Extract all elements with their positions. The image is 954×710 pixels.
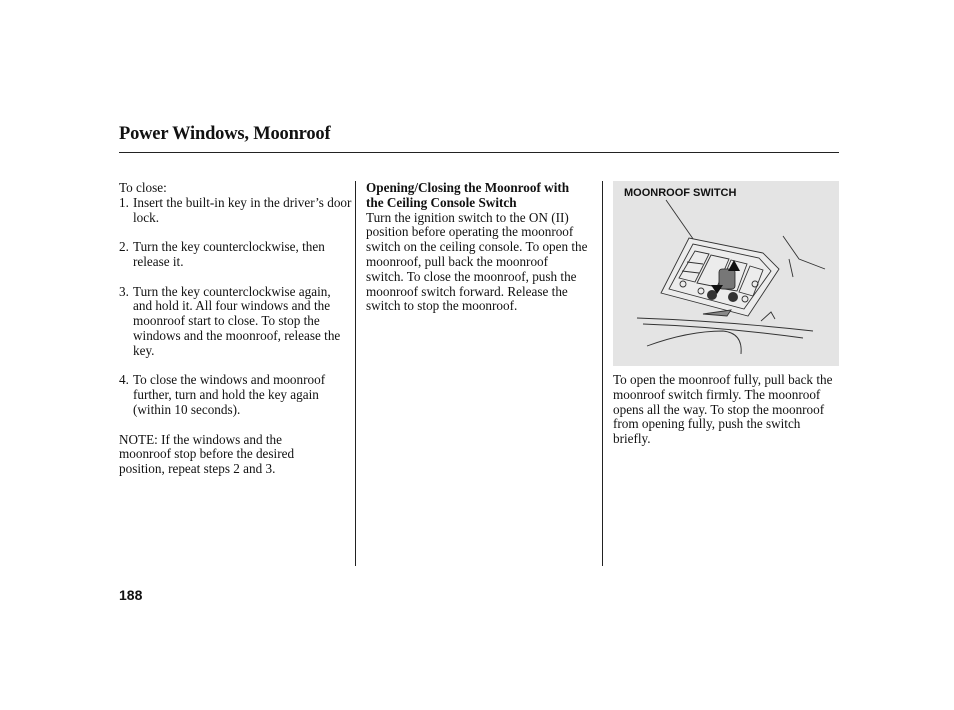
title-rule [119, 152, 839, 153]
moonroof-switch-figure [613, 181, 839, 366]
step-3 [119, 285, 353, 359]
ceiling-console-illustration [613, 181, 839, 366]
step-text: Insert the built-in key in the driver’s door lock. [133, 194, 352, 225]
column-divider [602, 181, 603, 566]
column-divider [355, 181, 356, 566]
step-4 [119, 373, 353, 417]
step-number: 3. [119, 283, 129, 299]
step-text: Turn the key counterclockwise again, and hold it. All four windows and the moonroof start to close. To stop the windows and the moonroof, release the key. [133, 283, 341, 358]
step-number: 1. [119, 194, 129, 210]
left-column [119, 181, 353, 477]
right-column-text [613, 373, 839, 447]
page-title: Power Windows, Moonroof [119, 124, 331, 144]
page-number: 188 [119, 587, 143, 603]
note-text: NOTE: If the windows and the moonroof stop before the desired position, repeat steps 2 and 3. [119, 431, 295, 477]
step-number: 4. [119, 372, 129, 388]
step-number: 2. [119, 239, 129, 255]
middle-column [366, 181, 588, 314]
step-text: Turn the key counterclockwise, then release it. [133, 239, 325, 269]
figure-label: MOONROOF SWITCH [624, 187, 737, 199]
step-1 [119, 196, 353, 226]
right-body: To open the moonroof fully, pull back the moonroof switch firmly. The moonroof opens all the way. To stop the moonroof from opening fully, push the switch briefly. [613, 372, 833, 447]
intro-text: To close: [119, 180, 167, 195]
section-body: Turn the ignition switch to the ON (II) position before operating the moonroof switch on the ceiling console. To open the moonroof, pull back the moonroof switch. To close the moonroof, push the moonroof switch forward. Release the switch to stop the moonroof. [366, 209, 588, 314]
section-heading: Opening/Closing the Moonroof with the Ceiling Console Switch [366, 180, 570, 210]
step-2 [119, 240, 353, 270]
step-text: To close the windows and moonroof further, turn and hold the key again (within 10 seconds). [133, 372, 326, 417]
